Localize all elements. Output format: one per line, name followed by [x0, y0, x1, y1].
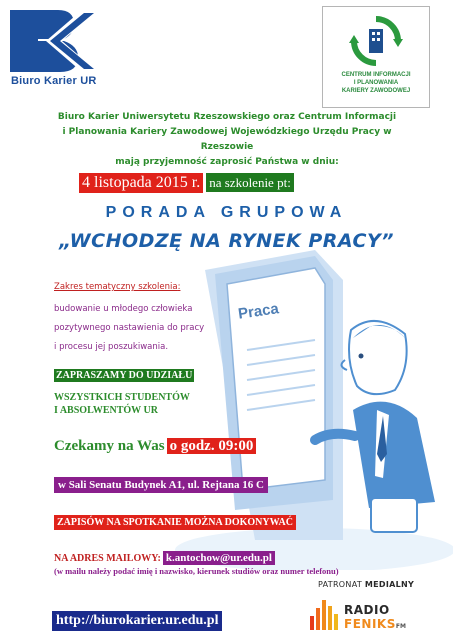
intro-text	[52, 110, 402, 170]
intro-line: mają przyjemność zaprosić Państwa w dniu:	[115, 157, 339, 167]
radio-name-line-2	[344, 617, 406, 631]
centrum-caption-line: I PLANOWANIA	[353, 80, 399, 86]
media-patron-label	[318, 580, 414, 589]
radio-name-line-1: RADIO	[344, 603, 390, 617]
topic-line: i procesu jej poszukiwania.	[54, 342, 169, 352]
time-prefix: Czekamy na Was	[54, 438, 165, 454]
website-link[interactable]: http://biurokarier.ur.edu.pl	[52, 611, 222, 631]
title-line-1: PORADA GRUPOWA	[105, 204, 348, 221]
time-row	[54, 437, 256, 455]
centrum-caption-line: CENTRUM INFORMACJI	[341, 72, 411, 78]
patronat-bold-text: MEDIALNY	[364, 580, 415, 589]
audience-line-2: I ABSOLWENTÓW UR	[54, 405, 158, 416]
centrum-informacji-logo	[322, 6, 430, 108]
time-hour: o godz. 09:00	[167, 438, 257, 454]
biuro-karier-caption: Biuro Karier UR	[11, 75, 97, 87]
topic-heading-colon: :	[177, 282, 181, 292]
email-link[interactable]: k.antochow@ur.edu.pl	[163, 551, 275, 565]
centrum-caption-line: KARIERY ZAWODOWEJ	[341, 88, 411, 94]
email-label: NA ADRES MAILOWY:	[54, 553, 161, 564]
topic-line: budowanie u młodego człowieka	[54, 304, 193, 314]
event-date: 4 listopada 2015 r.	[79, 173, 203, 193]
praca-sign: Praca	[237, 300, 280, 323]
invite-label: ZAPRASZAMY DO UDZIAŁU	[56, 370, 193, 381]
topic-heading	[54, 282, 180, 292]
patronat-text: PATRONAT	[318, 580, 363, 589]
topic-line: pozytywnego nastawienia do pracy	[54, 323, 205, 333]
signup-notice: ZAPISÓW NA SPOTKANIE MOŻNA DOKONYWAĆ	[54, 515, 296, 530]
radio-fm-text: FM	[395, 623, 406, 630]
equalizer-icon	[310, 600, 338, 630]
topic-heading-text: Zakres tematyczny szkolenia	[54, 282, 178, 292]
headline	[79, 174, 294, 192]
intro-line: i Planowania Kariery Zawodowej Wojewódzkiego Urzędu Pracy w Rzeszowie	[62, 127, 392, 152]
centrum-caption	[323, 71, 429, 95]
event-training-label: na szkolenie pt:	[206, 173, 294, 192]
intro-line: Biuro Karier Uniwersytetu Rzeszowskiego oraz Centrum Informacji	[57, 112, 397, 122]
email-note: (w mailu należy podać imię i nazwisko, kierunek studiów oraz numer telefonu)	[54, 566, 339, 576]
title-line-2: „WCHODZĘ NA RYNEK PRACY”	[59, 230, 394, 252]
email-row	[54, 548, 275, 566]
radio-feniks-text: FENIKS	[344, 617, 396, 631]
event-location: w Sali Senatu Budynek A1, ul. Rejtana 16 C	[54, 477, 268, 493]
centrum-emblem-icon	[345, 15, 407, 69]
audience-line-1: WSZYSTKICH STUDENTÓW	[54, 392, 190, 403]
